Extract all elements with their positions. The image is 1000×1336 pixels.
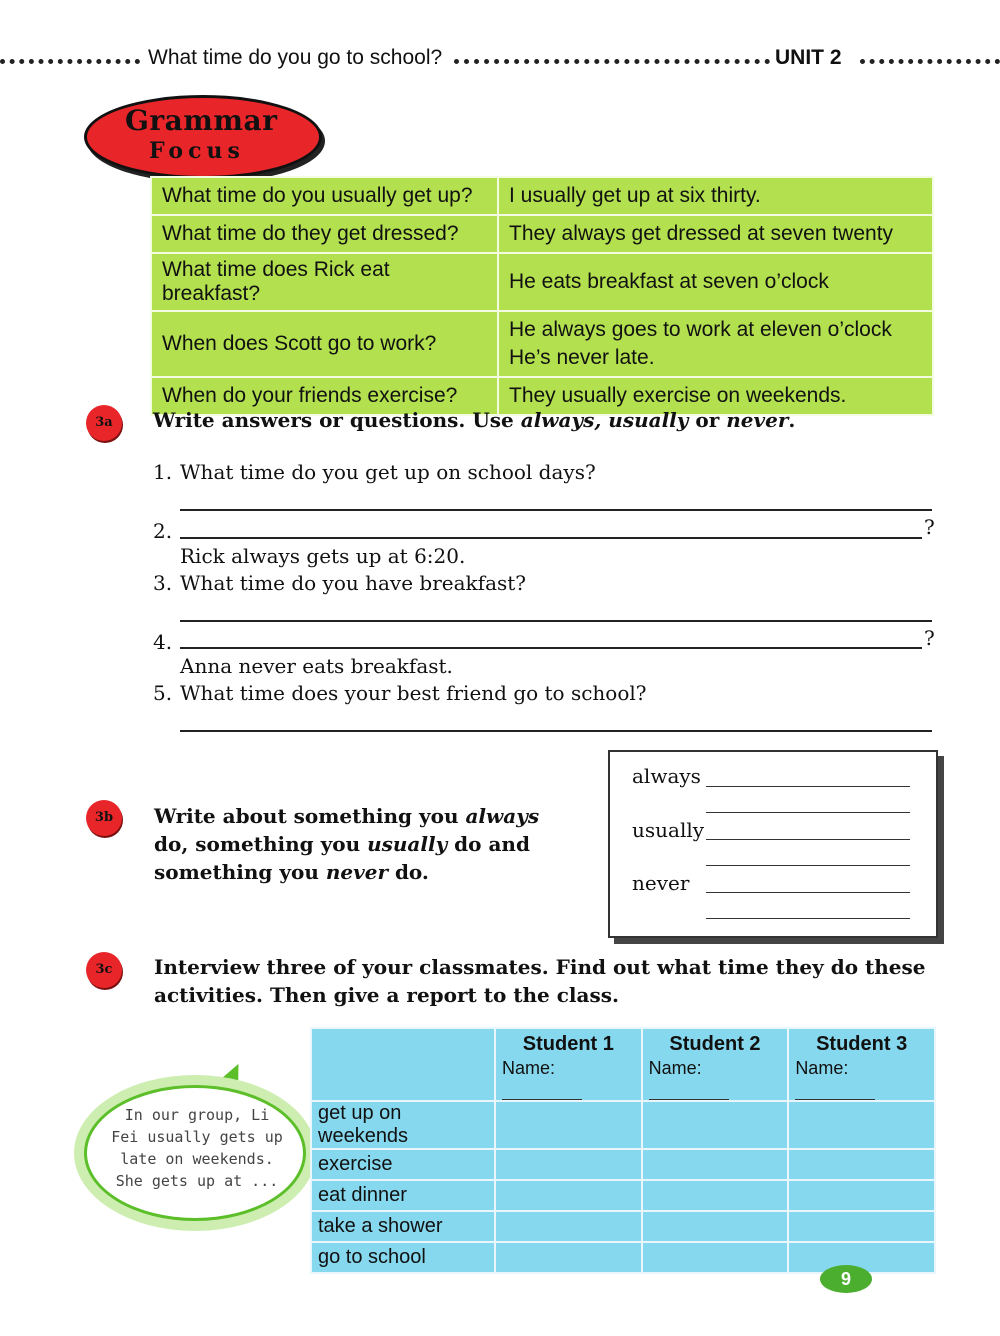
speech-bubble <box>84 1085 306 1221</box>
answer-line-5[interactable] <box>180 730 932 732</box>
grammar-table <box>150 176 934 416</box>
answer-cell[interactable] <box>495 1149 642 1180</box>
activity-label: go to school <box>311 1242 495 1273</box>
answer-cell[interactable] <box>642 1149 789 1180</box>
word-never: never <box>325 860 388 884</box>
grammar-answer-line: He’s never late. <box>509 346 655 369</box>
running-header <box>0 44 1000 78</box>
activity-row <box>311 1211 935 1242</box>
frequency-writing-box <box>608 750 938 938</box>
exercise-item-3-question: What time do you have breakfast? <box>180 571 527 595</box>
answer-line-1[interactable] <box>180 509 932 511</box>
question-line-4[interactable] <box>180 647 922 649</box>
exercise-item-1-question: What time do you get up on school days? <box>180 460 596 484</box>
grammar-answer <box>498 215 933 253</box>
activity-label: exercise <box>311 1149 495 1180</box>
activity-label: get up on weekends <box>311 1101 495 1149</box>
exercise-item-5-number: 5. <box>153 681 173 705</box>
exercise-item-5-question: What time does your best friend go to school? <box>180 681 647 705</box>
instruction-period: . <box>788 408 796 432</box>
page-number: 9 <box>820 1265 872 1293</box>
interview-table <box>310 1027 936 1274</box>
student-name-field[interactable] <box>502 1058 635 1100</box>
section-3a-instruction <box>153 406 795 434</box>
instruction-line-1 <box>154 802 594 830</box>
question-mark-2: ? <box>924 515 935 539</box>
grammar-focus-badge <box>84 95 322 179</box>
name-label: Name: <box>795 1058 849 1078</box>
student-label: Student 3 <box>816 1033 908 1055</box>
exercise-item-2-number: 2. <box>153 519 173 543</box>
exercise-item-1-number: 1. <box>153 460 173 484</box>
instruction-text: do. <box>387 860 429 884</box>
answer-cell[interactable] <box>642 1101 789 1149</box>
student-column-header <box>642 1028 789 1101</box>
instruction-text: Write answers or questions. Use <box>153 408 521 432</box>
never-line-2[interactable] <box>706 918 910 919</box>
exercise-item-2-answer: Rick always gets up at 6:20. <box>180 544 466 568</box>
answer-cell[interactable] <box>495 1180 642 1211</box>
label-always: always <box>632 764 701 788</box>
activity-row <box>311 1149 935 1180</box>
header-corner-cell <box>311 1028 495 1101</box>
section-3c-instruction <box>154 953 954 1009</box>
instruction-line-1: Interview three of your classmates. Find out what time they do these <box>154 955 926 979</box>
answer-cell[interactable] <box>495 1101 642 1149</box>
activity-label: take a shower <box>311 1211 495 1242</box>
student-label: Student 1 <box>522 1033 614 1055</box>
bubble-line: late on weekends. <box>120 1150 274 1168</box>
answer-cell[interactable] <box>495 1211 642 1242</box>
word-always: always, <box>520 408 602 432</box>
instruction-text: Write about something you <box>154 804 466 828</box>
name-blank[interactable] <box>502 1085 582 1100</box>
badge-line2: Focus <box>149 138 245 164</box>
student-name-field[interactable] <box>649 1058 782 1100</box>
grammar-question: When do your friends exercise? <box>151 377 498 415</box>
grammar-answer <box>498 177 933 215</box>
section-3b-badge: 3b <box>86 800 122 836</box>
usually-line-2[interactable] <box>706 865 910 866</box>
grammar-answer-line: He eats breakfast at seven o’clock <box>509 270 829 293</box>
answer-cell[interactable] <box>788 1149 935 1180</box>
bubble-line: Fei usually gets up <box>111 1128 283 1146</box>
word-usually: usually <box>608 408 689 432</box>
grammar-answer-line: They always get dressed at seven twenty <box>509 222 894 245</box>
instruction-text: do, something you <box>154 832 368 856</box>
bubble-line: She gets up at ... <box>115 1172 279 1190</box>
grammar-row <box>151 177 933 215</box>
grammar-answer-line: They usually exercise on weekends. <box>509 384 847 407</box>
bubble-line: In our group, Li <box>124 1106 270 1124</box>
grammar-row <box>151 215 933 253</box>
exercise-item-4-number: 4. <box>153 630 173 654</box>
grammar-answer-line: I usually get up at six thirty. <box>509 184 761 207</box>
answer-cell[interactable] <box>495 1242 642 1273</box>
grammar-answer <box>498 253 933 311</box>
grammar-question: When does Scott go to work? <box>151 311 498 377</box>
activity-row <box>311 1101 935 1149</box>
question-line-2[interactable] <box>180 537 922 539</box>
activity-row <box>311 1180 935 1211</box>
answer-cell[interactable] <box>788 1101 935 1149</box>
name-label: Name: <box>502 1058 556 1078</box>
instruction-text: something you <box>154 860 326 884</box>
instruction-line-2: activities. Then give a report to the class. <box>154 983 619 1007</box>
question-mark-4: ? <box>924 626 935 650</box>
instruction-line-2 <box>154 830 594 858</box>
always-line-2[interactable] <box>706 812 910 813</box>
instruction-line-3 <box>154 858 594 886</box>
always-line-1[interactable] <box>706 786 910 787</box>
word-always: always <box>465 804 540 828</box>
word-never: never <box>726 408 789 432</box>
badge-line1: Grammar <box>125 104 278 137</box>
interview-header-row <box>311 1028 935 1101</box>
header-dots-middle <box>454 59 770 64</box>
section-3b-instruction <box>154 802 594 886</box>
activity-label: eat dinner <box>311 1180 495 1211</box>
answer-cell[interactable] <box>788 1180 935 1211</box>
header-title: What time do you go to school? <box>148 46 443 69</box>
answer-cell[interactable] <box>642 1242 789 1273</box>
grammar-answer-line: He always goes to work at eleven o’clock <box>509 318 892 341</box>
grammar-question: What time do they get dressed? <box>151 215 498 253</box>
grammar-row <box>151 253 933 311</box>
answer-cell[interactable] <box>642 1211 789 1242</box>
name-blank[interactable] <box>649 1085 729 1100</box>
student-label: Student 2 <box>669 1033 761 1055</box>
usually-line-1[interactable] <box>706 839 910 840</box>
grammar-row <box>151 311 933 377</box>
student-column-header <box>495 1028 642 1101</box>
answer-line-3[interactable] <box>180 620 932 622</box>
grammar-question: What time does Rick eat breakfast? <box>151 253 498 311</box>
grammar-answer <box>498 311 933 377</box>
header-dots-right <box>860 59 1000 64</box>
instruction-text: do and <box>447 832 530 856</box>
student-column-header <box>788 1028 935 1101</box>
answer-cell[interactable] <box>642 1180 789 1211</box>
student-name-field[interactable] <box>795 1058 928 1100</box>
grammar-question: What time do you usually get up? <box>151 177 498 215</box>
exercise-item-4-answer: Anna never eats breakfast. <box>180 654 453 678</box>
label-never: never <box>632 871 690 895</box>
header-dots-left <box>0 59 140 64</box>
answer-cell[interactable] <box>788 1211 935 1242</box>
speech-bubble-text <box>107 1104 287 1192</box>
never-line-1[interactable] <box>706 892 910 893</box>
name-blank[interactable] <box>795 1085 875 1100</box>
instruction-or: or <box>688 408 727 432</box>
label-usually: usually <box>632 818 705 842</box>
word-usually: usually <box>367 832 448 856</box>
section-3c-badge: 3c <box>86 952 122 988</box>
name-label: Name: <box>648 1058 702 1078</box>
section-3a-badge: 3a <box>86 405 122 441</box>
header-unit: UNIT 2 <box>775 46 842 69</box>
exercise-item-3-number: 3. <box>153 571 173 595</box>
